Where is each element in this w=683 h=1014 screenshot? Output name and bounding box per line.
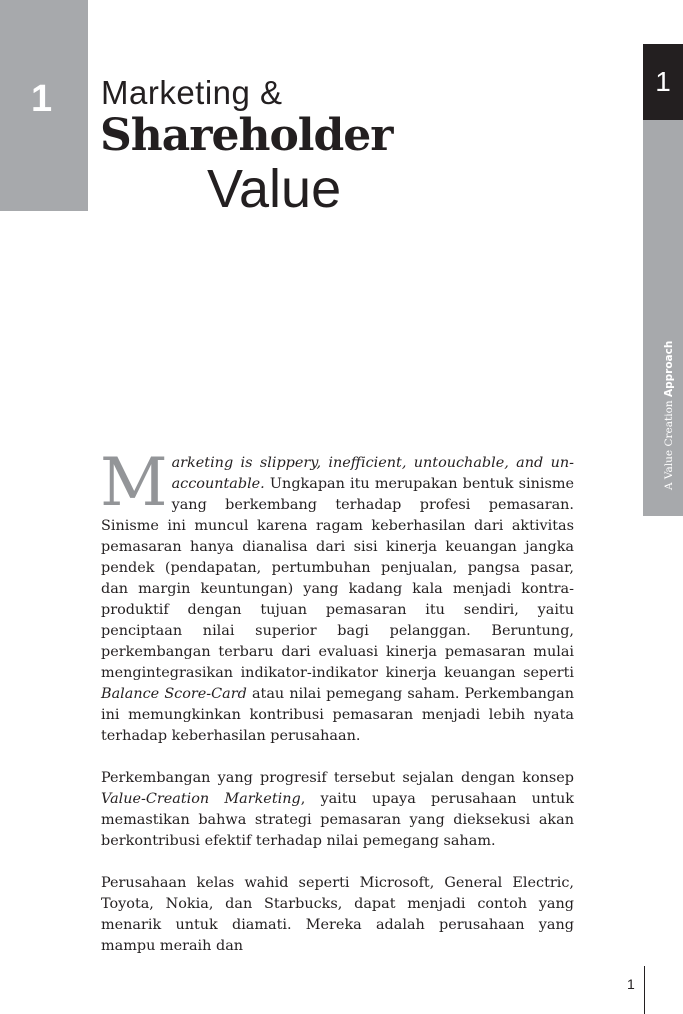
chapter-number-block [0,0,88,211]
paragraph-1-text-b: atau nilai pemegang saham. Perkembangan ini memungkinkan kontribusi pemasaran menjadi lebih nyata terhadap keberhasilan perusahaan. [101,686,574,744]
paragraph-2 [101,768,574,852]
page-number: 1 [627,976,635,992]
opening-quote: arketing is slippery, inefficient, untouchable, and unaccountable. [171,455,574,492]
paragraph-1 [100,444,574,747]
side-tab-series-title [663,341,675,490]
side-tab-chapter-number: 1 [643,44,683,120]
paragraph-1-text-a: Ungkapan itu merupakan bentuk sinisme yang berkembang terhadap profesi pemasaran. Sinisme ini muncul karena ragam keberhasilan dari aktivitas pemasaran hanya dianalisa dari sisi kinerja keuangan jangka pendek (pendapatan, pertumbuhan penjualan, pangsa pasar, dan margin keuntungan) yang kadang kala menjadi kontra-produktif dengan tujuan pemasaran itu sendiri, yaitu penciptaan nilai superior bagi pelanggan. Beruntung, perkembangan terbaru dari evaluasi kinerja pemasaran mulai mengintegrasikan indikator-indikator kinerja keuangan seperti [101,476,574,681]
chapter-title-line-1: Marketing & [101,74,283,111]
footer-divider [644,966,645,1014]
value-creation-term: Value-Creation Marketing [101,791,301,807]
chapter-title-line-2: Shareholder [100,110,393,161]
paragraph-2-text-b: , yaitu upaya perusahaan untuk memastikan bahwa strategi pemasaran yang dieksekusi akan berkontribusi efektif terhadap nilai pemegang saham. [101,791,574,849]
chapter-title-line-3: Value [207,159,342,219]
drop-cap: M [100,444,168,521]
series-title-bold: Approach [663,340,675,397]
chapter-number: 1 [31,78,53,120]
body-text [100,444,574,978]
paragraph-2-text-a: Perkembangan yang progresif tersebut sejalan dengan konsep [101,770,574,786]
balance-scorecard-term: Balance Score-Card [101,686,247,702]
paragraph-3: Perusahaan kelas wahid seperti Microsoft, General Electric, Toyota, Nokia, dan Starbucks, dapat menjadi contoh yang menarik untuk diamati. Mereka adalah perusahaan yang mampu meraih dan [101,875,574,954]
series-title-prefix: A Value Creation [663,397,675,490]
